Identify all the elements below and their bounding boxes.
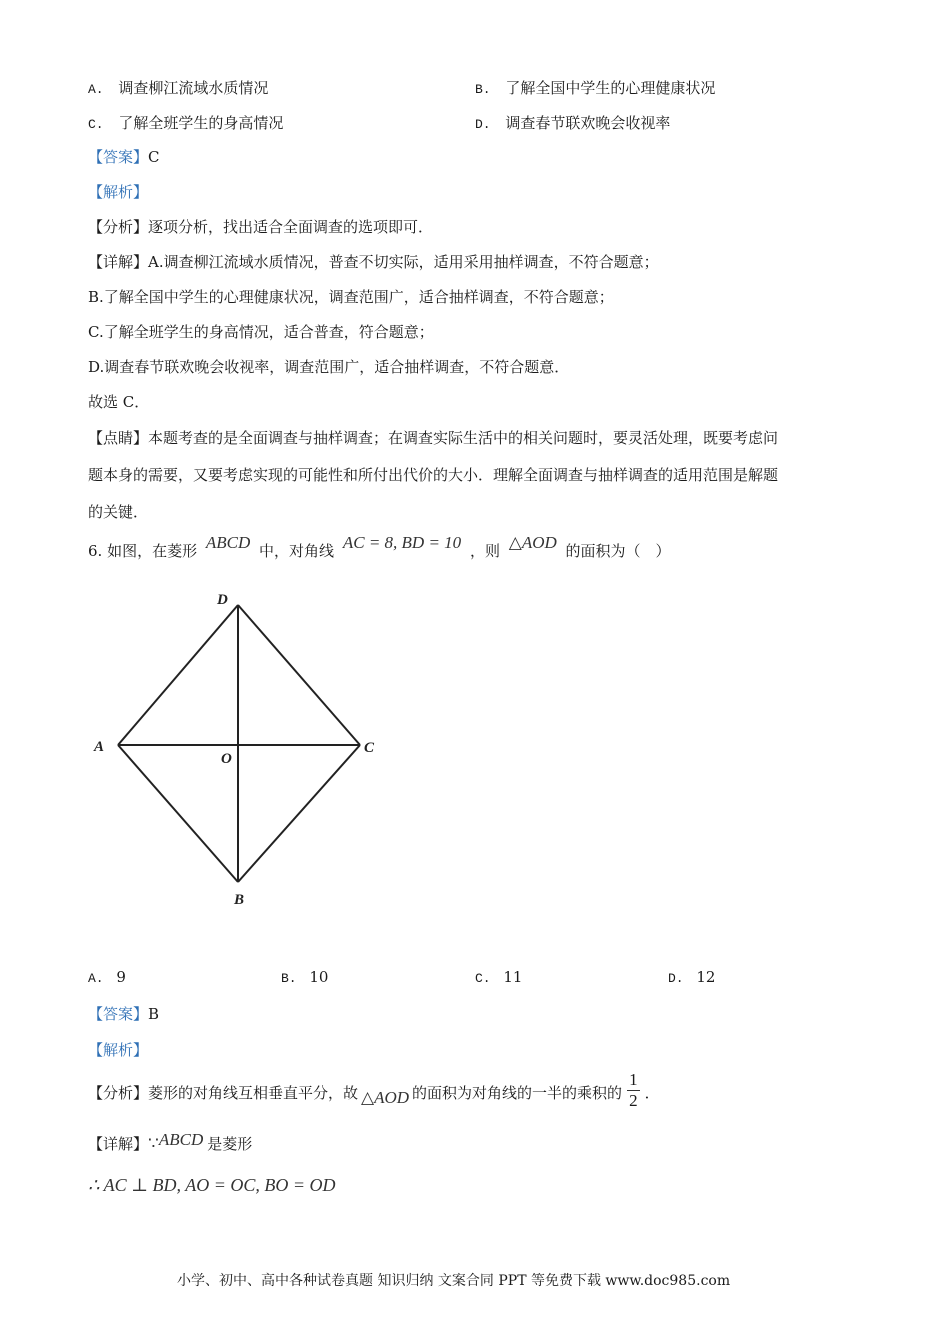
q5-answer xyxy=(88,146,160,167)
q5-xiangjie xyxy=(88,251,659,272)
option-c xyxy=(88,112,283,133)
edge-cb xyxy=(238,745,360,882)
fenxi-text2: 的面积为对角线的一半的乘积的 xyxy=(412,1083,623,1102)
q5-line-c: C.了解全班学生的身高情况，适合普查，符合题意； xyxy=(88,323,434,341)
option-a xyxy=(88,77,268,98)
q6-then: ，则 xyxy=(469,542,500,560)
option-text: 9 xyxy=(116,968,126,986)
q6-given: AC = 8, BD = 10 xyxy=(342,533,462,552)
option-letter: C. xyxy=(475,971,491,986)
answer-tag: 【答案】 xyxy=(88,148,149,166)
xiangjie-tag: 【详解】 xyxy=(88,1135,149,1153)
option-letter: C. xyxy=(88,117,104,132)
option-letter: A. xyxy=(88,82,104,97)
q5-line-b: B.了解全国中学生的心理健康状况，调查范围广，适合抽样调查，不符合题意； xyxy=(88,288,614,306)
q5-fenxi xyxy=(88,216,433,237)
q6-xiangjie xyxy=(88,1130,253,1154)
option-letter: A. xyxy=(88,971,104,986)
option-d xyxy=(475,112,670,133)
because-symbol: ∵ xyxy=(148,1134,159,1153)
q6-fenxi xyxy=(88,1070,660,1114)
q6-analysis-tag: 【解析】 xyxy=(88,1041,149,1059)
vertex-label-b: B xyxy=(234,892,245,908)
q6-option-b xyxy=(281,968,328,986)
vertex-label-d: D xyxy=(217,592,228,608)
option-text: 10 xyxy=(309,968,329,986)
q6-triangle: △AOD xyxy=(508,533,557,552)
dianjing-tag: 【点睛】 xyxy=(88,429,149,447)
fenxi-text1: 菱形的对角线互相垂直平分，故 xyxy=(148,1083,359,1102)
q6-option-c xyxy=(475,968,522,986)
edge-dc xyxy=(238,605,360,745)
q5-conclusion: 故选 C． xyxy=(88,393,150,411)
xiangjie-text: A.调查柳江流域水质情况，普查不切实际，适用采用抽样调查，不符合题意； xyxy=(148,253,659,271)
option-text: 调查柳江流域水质情况 xyxy=(118,79,269,97)
dianjing-line1: 本题考查的是全面调查与抽样调查；在调查实际生活中的相关问题时，要灵活处理，既要考虑问 xyxy=(148,429,779,447)
answer-value: C xyxy=(148,148,160,166)
fenxi-text: 逐项分析，找出适合全面调查的选项即可． xyxy=(148,218,434,236)
vertex-label-c: C xyxy=(364,740,375,756)
answer-value: B xyxy=(148,1005,160,1023)
option-text: 12 xyxy=(696,968,716,986)
answer-tag: 【答案】 xyxy=(88,1005,149,1023)
fenxi-tag: 【分析】 xyxy=(88,1083,149,1102)
q6-suffix: 的面积为（ ） xyxy=(565,542,671,560)
q5-line-d: D.调查春节联欢晚会收视率，调查范围广，适合抽样调查，不符合题意． xyxy=(88,358,570,376)
rhombus-figure xyxy=(80,580,400,920)
option-text: 11 xyxy=(503,968,523,986)
q6-prefix: 6. 如图，在菱形 xyxy=(88,542,198,560)
fraction-one-half xyxy=(627,1070,640,1111)
fraction-denominator: 2 xyxy=(629,1090,638,1110)
page-footer: 小学、初中、高中各种试卷真题 知识归纳 文案合同 PPT 等免费下载 www.doc985.com xyxy=(177,1273,731,1289)
option-letter: B. xyxy=(475,82,491,97)
edge-ab xyxy=(118,745,238,882)
option-text: 调查春节联欢晚会收视率 xyxy=(505,114,671,132)
q6-answer xyxy=(88,1003,159,1024)
q6-therefore: ∴ AC ⊥ BD, AO = OC, BO = OD xyxy=(88,1175,336,1195)
q6-option-a xyxy=(88,968,126,986)
xiangjie-tag: 【详解】 xyxy=(88,253,149,271)
q6-option-d xyxy=(668,968,715,986)
xiangjie-rhombus-name: ABCD xyxy=(158,1130,204,1149)
option-letter: B. xyxy=(281,971,297,986)
center-label-o: O xyxy=(221,751,232,767)
fenxi-end: ． xyxy=(644,1083,660,1102)
fenxi-tag: 【分析】 xyxy=(88,218,149,236)
option-text: 了解全国中学生的心理健康状况 xyxy=(505,79,716,97)
q5-dianjing xyxy=(88,427,778,448)
vertex-label-a: A xyxy=(94,739,105,755)
option-letter: D. xyxy=(668,971,684,986)
edge-da xyxy=(118,605,238,745)
q5-dianjing-line2: 题本身的需要，又要考虑实现的可能性和所付出代价的大小．理解全面调查与抽样调查的适用范围是解题 xyxy=(88,466,779,484)
fenxi-triangle: △AOD xyxy=(361,1088,410,1107)
option-b xyxy=(475,77,715,98)
option-letter: D. xyxy=(475,117,491,132)
q6-mid: 中，对角线 xyxy=(259,542,335,560)
q6-rhombus-name: ABCD xyxy=(205,533,251,552)
option-text: 了解全班学生的身高情况 xyxy=(118,114,284,132)
xiangjie-text: 是菱形 xyxy=(207,1135,253,1153)
q5-dianjing-line3: 的关键． xyxy=(88,503,149,521)
q5-analysis-tag: 【解析】 xyxy=(88,183,149,201)
q6-stem xyxy=(88,533,671,561)
fraction-numerator: 1 xyxy=(629,1069,638,1089)
